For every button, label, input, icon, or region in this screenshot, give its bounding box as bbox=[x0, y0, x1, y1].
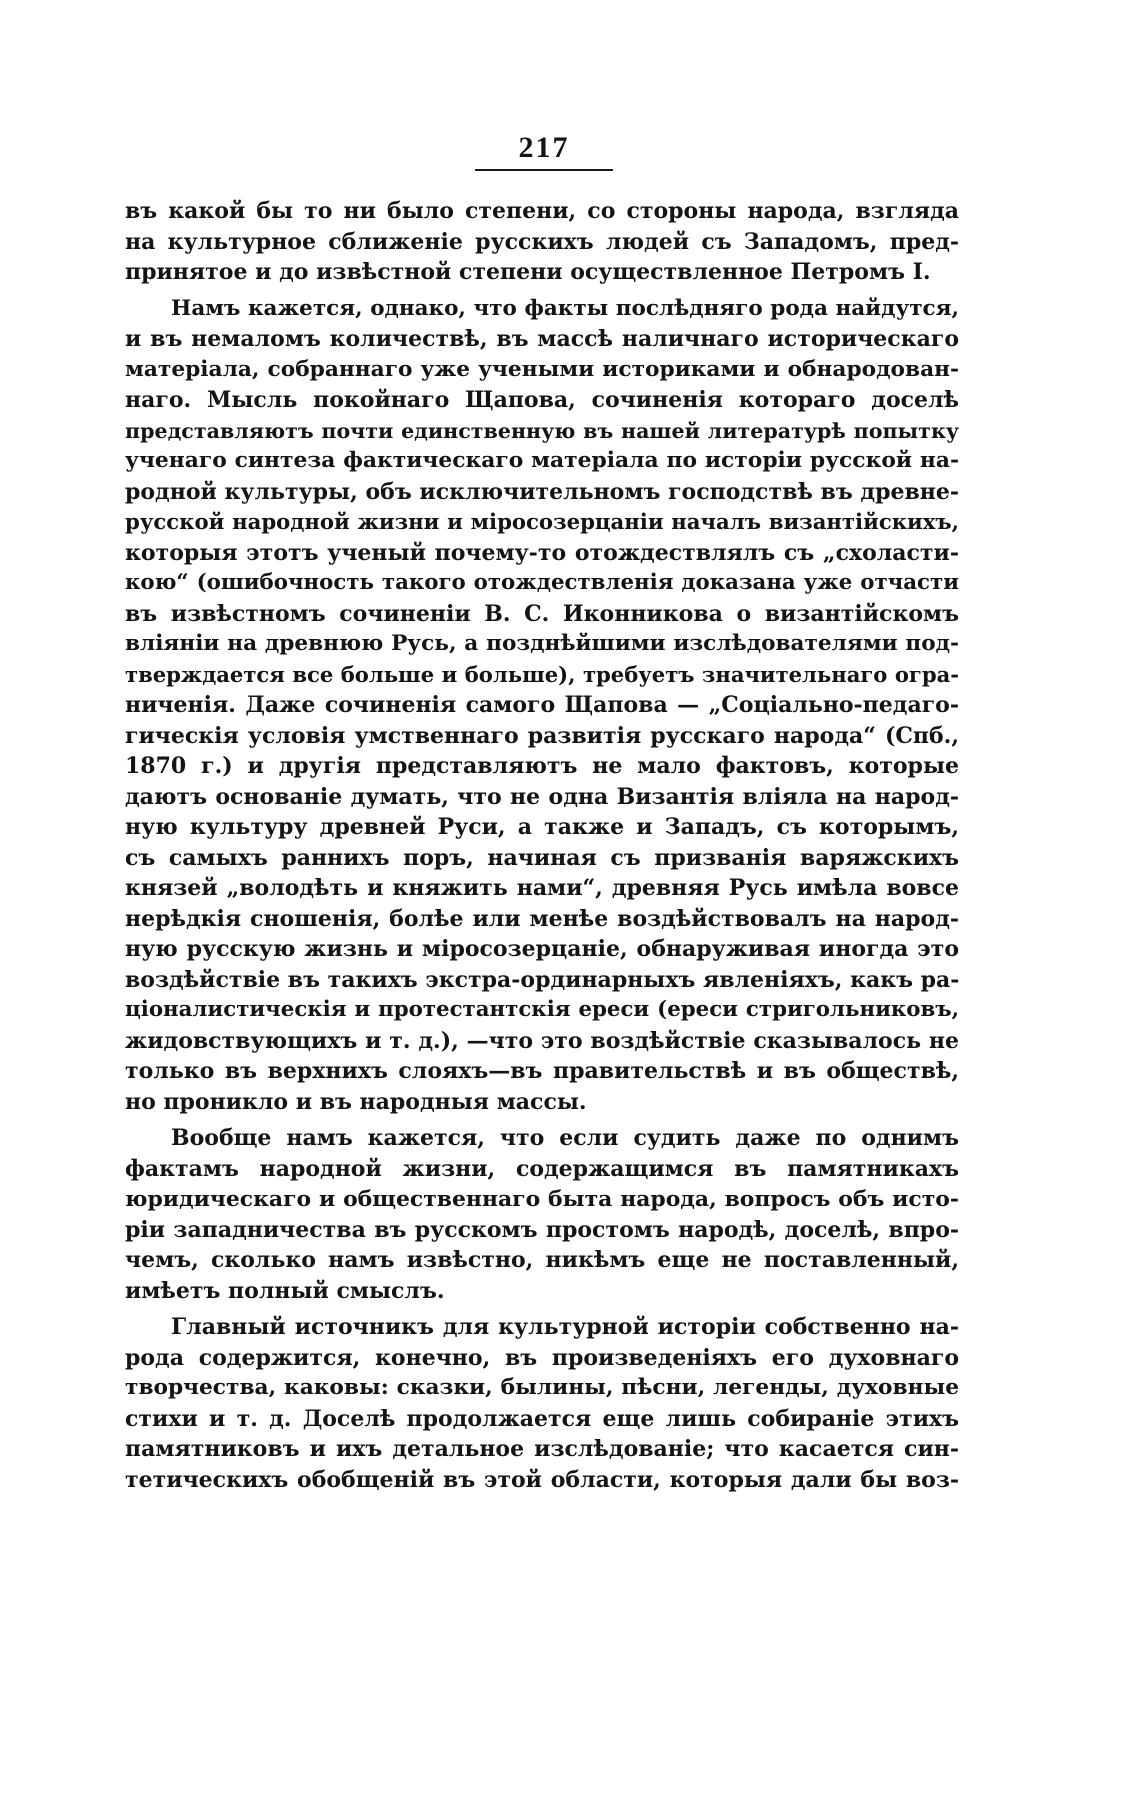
text-line: только въ верхнихъ слояхъ—въ правительствѣ и въ обществѣ, bbox=[125, 1058, 959, 1084]
text-line: ную культуру древней Руси, а также и Западъ, съ которымъ, bbox=[125, 814, 959, 840]
text-line: но проникло и въ народныя массы. bbox=[125, 1088, 587, 1115]
text-line: которыя этотъ ученый почему-то отождествлялъ съ „схоласти- bbox=[125, 539, 959, 566]
text-line: даютъ основаніе думать, что не одна Византія вліяла на народ- bbox=[125, 783, 959, 810]
text-line: ціоналистическія и протестантскія ереси (ереси стригольниковъ, bbox=[125, 997, 959, 1022]
text-line: памятниковъ и ихъ детальное изслѣдованіе; что касается син- bbox=[125, 1436, 959, 1462]
body-text bbox=[125, 196, 959, 1495]
page-number-rule bbox=[475, 169, 613, 171]
text-line: имѣетъ полный смыслъ. bbox=[125, 1277, 445, 1304]
text-line: ученаго синтеза фактическаго матеріала по исторіи русской на- bbox=[125, 448, 959, 473]
text-line: и въ немаломъ количествѣ, въ массѣ наличнаго историческаго bbox=[125, 326, 959, 352]
text-line: представляютъ почти единственную въ нашей литературѣ попытку bbox=[125, 418, 959, 443]
paragraph bbox=[125, 1312, 959, 1495]
text-line: князей „володѣть и княжить нами“, древняя Русь имѣла вовсе bbox=[125, 875, 959, 901]
text-line: творчества, каковы: сказки, былины, пѣсни, легенды, духовные bbox=[125, 1375, 959, 1400]
text-line: матеріала, собраннаго уже учеными историками и обнародован- bbox=[125, 356, 959, 382]
text-line: Главный источникъ для культурной исторіи собственно на- bbox=[171, 1314, 959, 1340]
text-line: въ какой бы то ни было степени, со стороны народа, взгляда bbox=[125, 198, 959, 224]
text-line: кою“ (ошибочность такого отождествленія доказана уже отчасти bbox=[125, 570, 959, 595]
text-line: родной культуры, объ исключительномъ господствѣ въ древне- bbox=[125, 478, 959, 505]
text-line: русской народной жизни и міросозерцаніи началъ византійскихъ, bbox=[125, 509, 959, 534]
text-line: на культурное сближеніе русскихъ людей съ Западомъ, пред- bbox=[125, 228, 959, 255]
text-line: чемъ, сколько намъ извѣстно, никѣмъ еще не поставленный, bbox=[125, 1247, 959, 1273]
text-line: Намъ кажется, однако, что факты послѣдняго рода найдутся, bbox=[171, 295, 959, 321]
paragraph bbox=[125, 196, 959, 288]
text-line: стихи и т. д. Доселѣ продолжается еще лишь собираніе этихъ bbox=[125, 1405, 959, 1432]
text-line: тетическихъ обобщеній въ этой области, которыя дали бы воз- bbox=[125, 1466, 959, 1493]
text-line: ниченія. Даже сочиненія самого Щапова — „Соціально-педаго- bbox=[125, 692, 959, 718]
page-number: 217 bbox=[518, 131, 570, 164]
text-line: жидовствующихъ и т. д.), —что это воздѣйствіе сказывалось не bbox=[125, 1027, 959, 1054]
text-line: рода содержится, конечно, въ произведеніяхъ его духовнаго bbox=[125, 1344, 959, 1371]
text-line: тверждается все больше и больше), требуетъ значительнаго огра- bbox=[125, 661, 959, 687]
text-line: вліяніи на древнюю Русь, а позднѣйшими изслѣдователями под- bbox=[125, 631, 959, 656]
text-line: фактамъ народной жизни, содержащимся въ памятникахъ bbox=[125, 1155, 959, 1182]
paragraph bbox=[125, 1123, 959, 1306]
text-line: гическія условія умственнаго развитія русскаго народа“ (Спб., bbox=[125, 722, 959, 749]
text-line: 1870 г.) и другія представляютъ не мало фактовъ, которые bbox=[125, 753, 959, 779]
text-line: нерѣдкія сношенія, болѣе или менѣе воздѣйствовалъ на народ- bbox=[125, 905, 959, 932]
text-line: ную русскую жизнь и міросозерцаніе, обнаруживая иногда это bbox=[125, 936, 959, 962]
text-line: воздѣйствіе въ такихъ экстра-ординарныхъ явленіяхъ, какъ ра- bbox=[125, 966, 959, 993]
text-line: юридическаго и общественнаго быта народа, вопросъ объ исто- bbox=[125, 1186, 959, 1212]
text-line: ріи западничества въ русскомъ простомъ народѣ, доселѣ, впро- bbox=[125, 1216, 959, 1243]
paragraph bbox=[125, 294, 959, 1118]
text-line: съ самыхъ раннихъ поръ, начиная съ призванія варяжскихъ bbox=[125, 844, 959, 871]
text-line: принятое и до извѣстной степени осуществленное Петромъ I. bbox=[125, 259, 931, 285]
text-line: въ извѣстномъ сочиненіи В. С. Иконникова о византійскомъ bbox=[125, 600, 959, 627]
text-line: Вообще намъ кажется, что если судить даже по однимъ bbox=[171, 1125, 959, 1151]
text-line: наго. Мысль покойнаго Щапова, сочиненія котораго доселѣ bbox=[125, 387, 959, 413]
